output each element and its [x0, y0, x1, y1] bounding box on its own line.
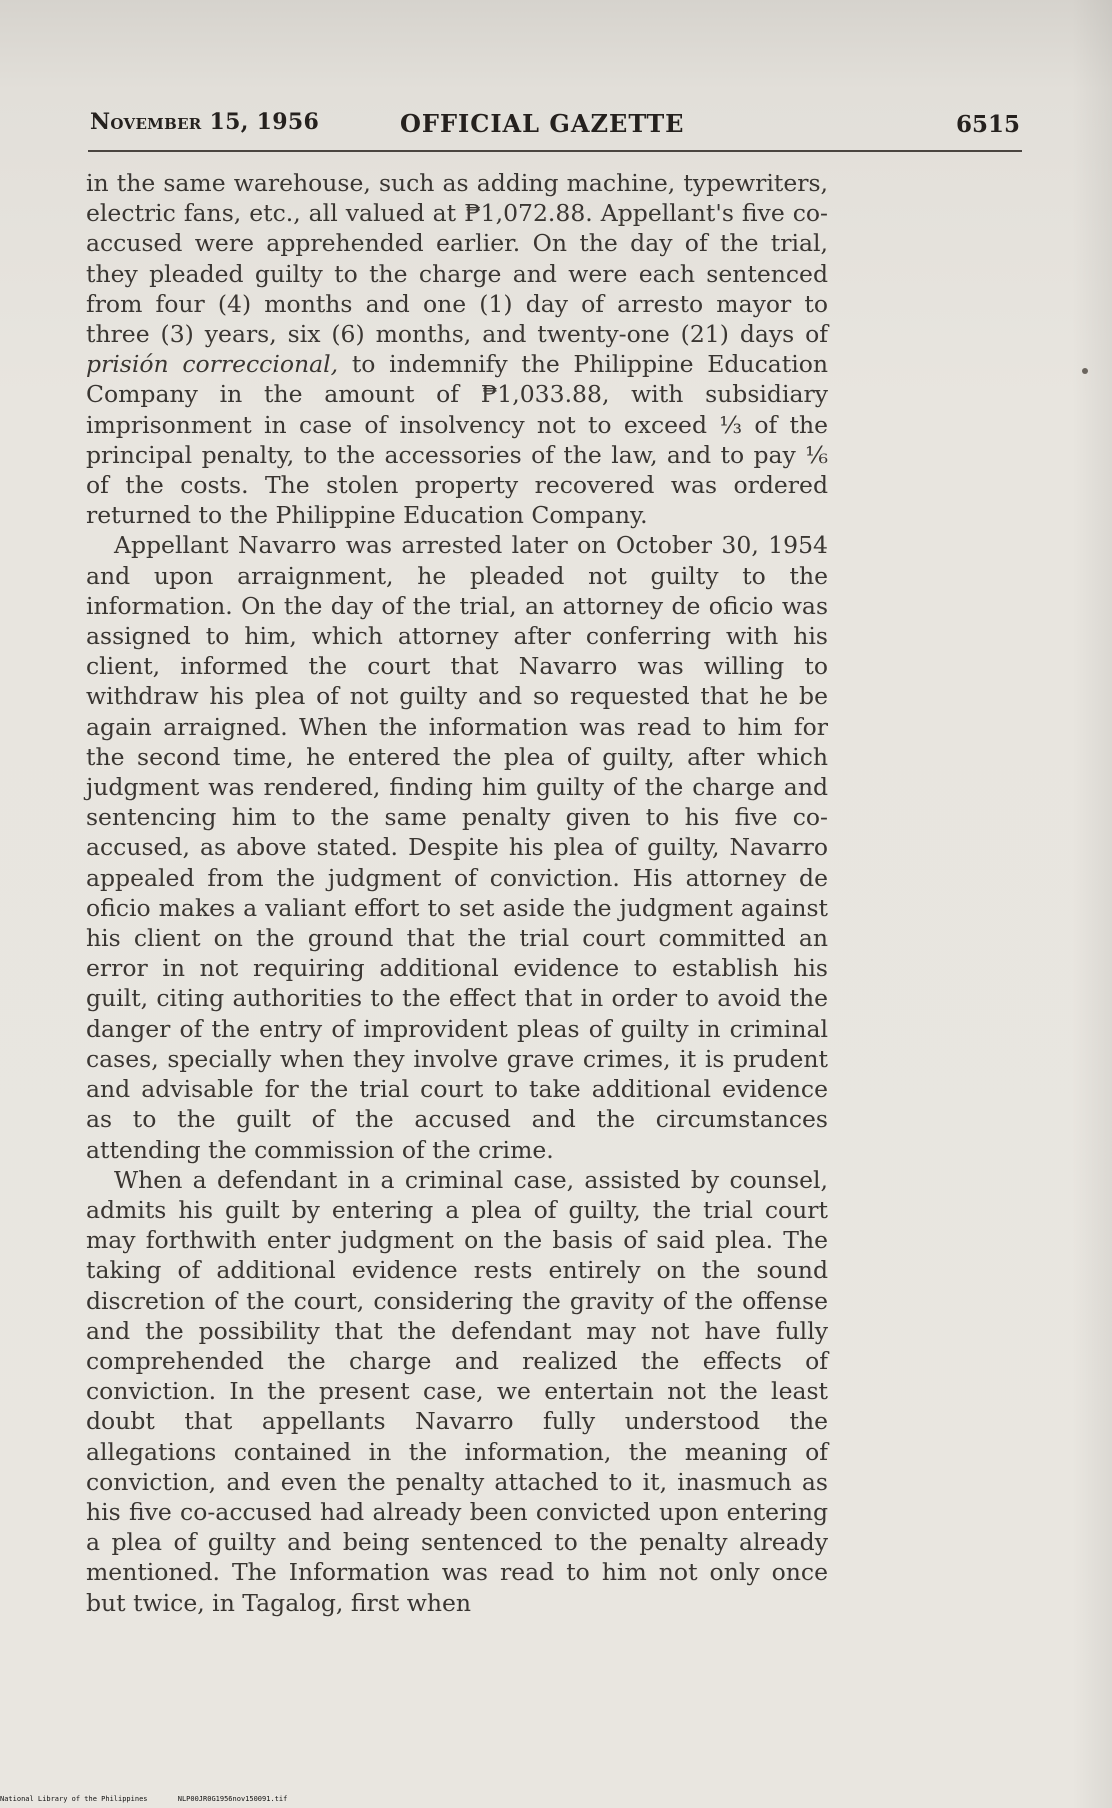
header-page-number: 6515 — [955, 111, 1020, 138]
scan-speck — [1082, 368, 1088, 374]
running-header — [90, 105, 1020, 145]
paragraph-1-part-b: to indemnify the Philippine Education Company in the amount of ₱1,033.88, with subsidiary imprisonment in case of insolvency not to exceed ⅓ of the principal penalty, to the accessories of the law, and to pay ⅙ of the costs. The stolen property recovered was ordered returned to the Philippine Education Company. — [86, 350, 828, 530]
scan-footer — [0, 1795, 287, 1803]
article-body — [86, 168, 828, 1618]
footer-file-id: NLP00JR0G1956nov150091.tif — [177, 1795, 288, 1803]
page-edge-shadow — [1072, 0, 1112, 1808]
paragraph-1-part-a: in the same warehouse, such as adding machine, typewriters, electric fans, etc., all valued at ₱1,072.88. Appellant's five co-accused were apprehended earlier. On the day of the trial, they pleaded guilty to the charge and were each sentenced from four (4) months and one (1) day of arresto mayor to three (3) years, six (6) months, and twenty-one (21) days of — [86, 169, 828, 349]
paragraph-1 — [86, 168, 828, 530]
paragraph-3: When a defendant in a criminal case, assisted by counsel, admits his guilt by entering a plea of guilty, the trial court may forthwith enter judgment on the basis of said plea. The taking of additional evidence rests entirely on the sound discretion of the court, considering the gravity of the offense and the possibility that the defendant may not have fully comprehended the charge and realized the effects of conviction. In the present case, we entertain not the least doubt that appellants Navarro fully understood the allegations contained in the information, the meaning of conviction, and even the penalty attached to it, inasmuch as his five co-accused had already been convicted upon entering a plea of guilty and being sentenced to the penalty already mentioned. The Information was read to him not only once but twice, in Tagalog, first when — [86, 1165, 828, 1617]
footer-library: National Library of the Philippines — [0, 1795, 148, 1803]
header-publication-title: OFFICIAL GAZETTE — [400, 109, 685, 138]
header-date: November 15, 1956 — [90, 109, 320, 135]
paragraph-1-italic-term: prisión correccional, — [86, 350, 339, 379]
paragraph-2: Appellant Navarro was arrested later on October 30, 1954 and upon arraignment, he pleaded not guilty to the information. On the day of the trial, an attorney de oficio was assigned to him, which attorney after conferring with his client, informed the court that Navarro was willing to withdraw his plea of not guilty and so requested that he be again arraigned. When the information was read to him for the second time, he entered the plea of guilty, after which judgment was rendered, finding him guilty of the charge and sentencing him to the same penalty given to his five co-accused, as above stated. Despite his plea of guilty, Navarro appealed from the judgment of conviction. His attorney de oficio makes a valiant effort to set aside the judgment against his client on the ground that the trial court committed an error in not requiring additional evidence to establish his guilt, citing authorities to the effect that in order to avoid the danger of the entry of improvident pleas of guilty in criminal cases, specially when they involve grave crimes, it is prudent and advisable for the trial court to take additional evidence as to the guilt of the accused and the circumstances attending the commission of the crime. — [86, 531, 828, 1164]
header-rule — [88, 150, 1022, 152]
